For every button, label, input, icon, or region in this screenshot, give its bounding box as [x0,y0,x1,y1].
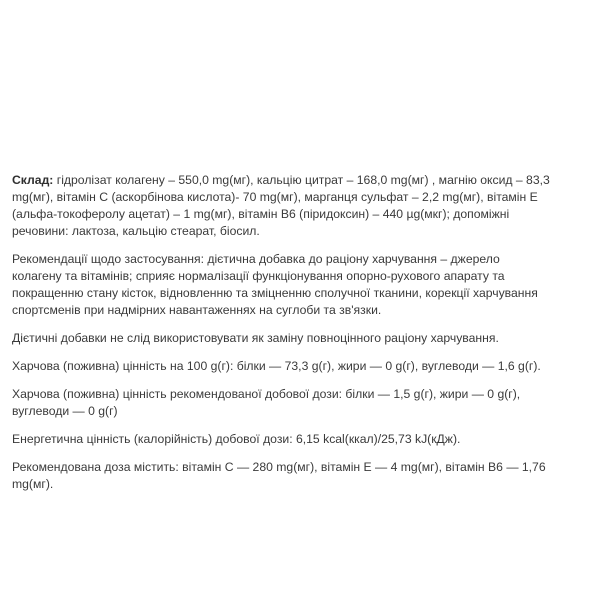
composition-label: Склад: [12,173,54,187]
product-description [12,172,552,504]
composition-paragraph [12,172,552,240]
energy-paragraph: Енергетична цінність (калорійність) добової дози: 6,15 kcal(ккал)/25,73 kJ(кДж). [12,432,461,446]
recommendations-paragraph: Рекомендації щодо застосування: дієтична добавка до раціону харчування – джерело колагену та вітамінів; сприяє нормалізації функціонування опорно-рухового апарату та покращенню стану кісток, відновленню та зміцненню сполучної тканини, корекції харчування спортсменів при надмірних навантаженнях на суглоби та зв'язки. [12,252,538,317]
nutrition-100g-paragraph: Харчова (поживна) цінність на 100 g(г): білки — 73,3 g(г), жири — 0 g(г), вуглеводи — 1,6 g(г). [12,359,541,373]
dose-paragraph: Рекомендована доза містить: вітамін С — 280 mg(мг), вітамін Е — 4 mg(мг), вітамін В6 — 1,76 mg(мг). [12,460,546,491]
composition-text: гідролізат колагену – 550,0 mg(мг), кальцію цитрат – 168,0 mg(мг) , магнію оксид – 83,3 mg(мг), вітамін С (аскорбінова кислота)- 70 mg(мг), марганця сульфат – 2,2 mg(мг), вітамін Е (альфа-токоферолу ацетат) – 1 mg(мг), вітамін В6 (піридоксин) – 440 µg(мкг); допоміжні речовини: лактоза, кальцію стеарат, біосил. [12,173,550,238]
warning-paragraph: Дієтичні добавки не слід використовувати як заміну повноцінного раціону харчування. [12,331,499,345]
nutrition-daily-paragraph: Харчова (поживна) цінність рекомендованої добової дози: білки — 1,5 g(г), жири — 0 g(г), вуглеводи — 0 g(г) [12,387,521,418]
